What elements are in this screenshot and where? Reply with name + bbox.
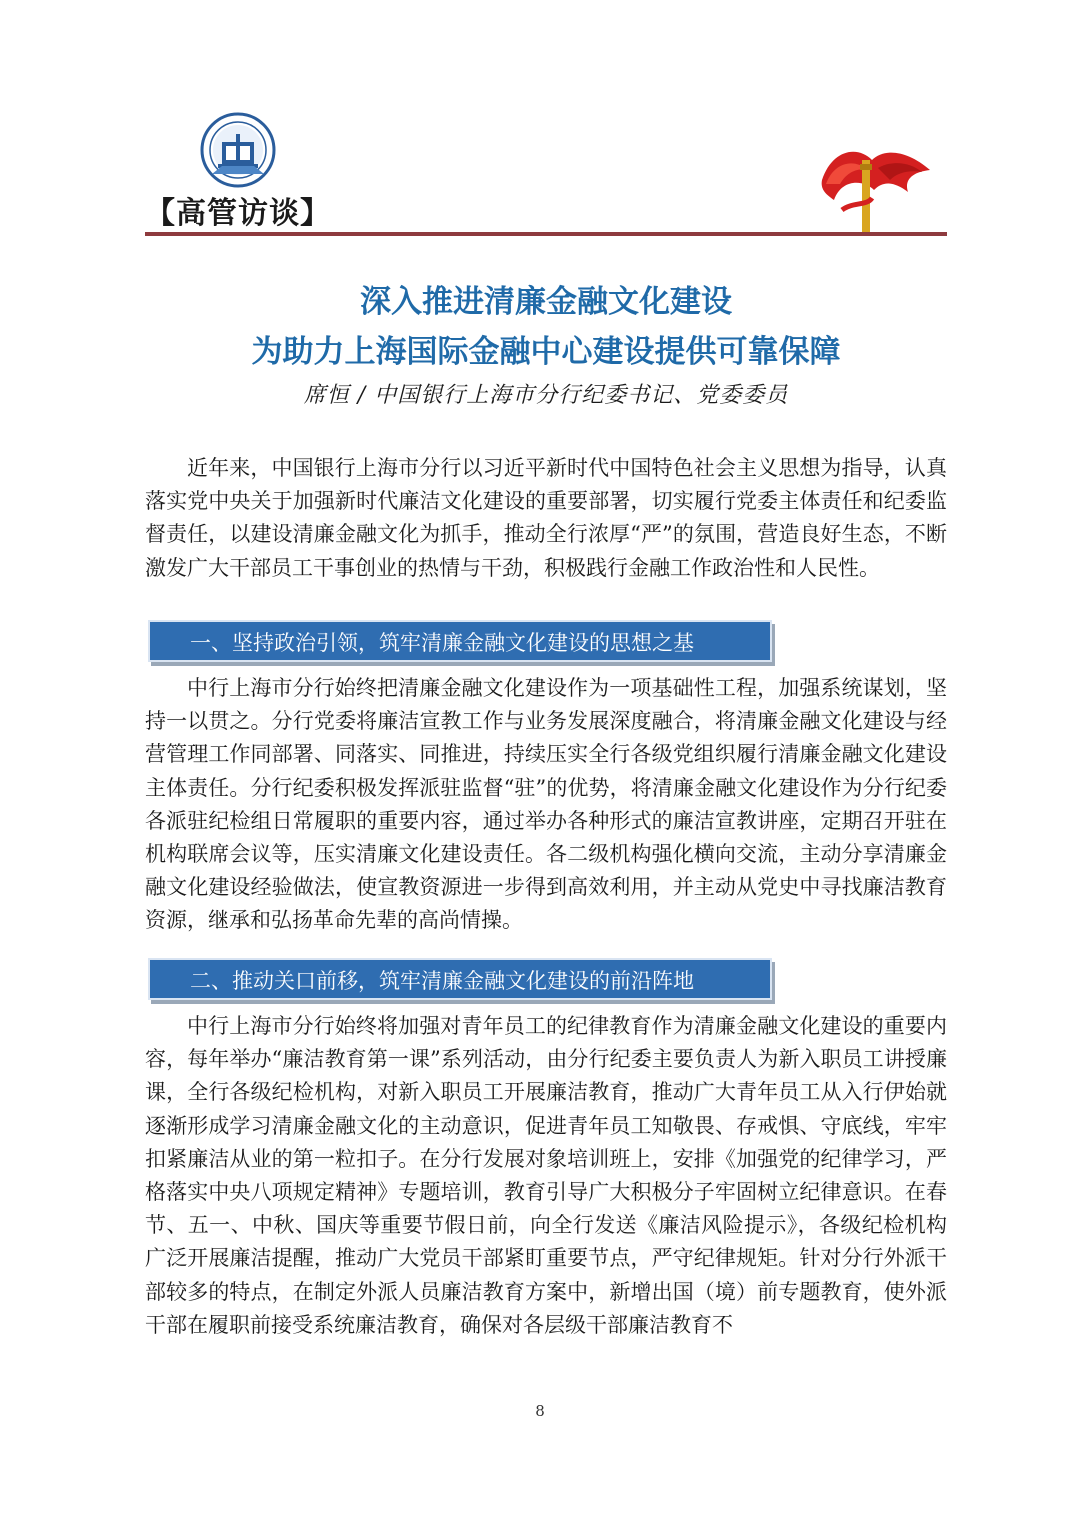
- red-flag-icon: [812, 140, 936, 232]
- section-heading-banner: [148, 620, 772, 662]
- article-title-line2: 为助力上海国际金融中心建设提供可靠保障: [251, 334, 841, 370]
- section-heading-banner: [148, 958, 772, 1000]
- bank-emblem-logo: [200, 112, 276, 188]
- article-title-line1: 深入推进清廉金融文化建设: [360, 284, 732, 320]
- body-paragraph: 近年来，中国银行上海市分行以习近平新时代中国特色社会主义思想为指导，认真落实党中央关于加强新时代廉洁文化建设的重要部署，切实履行党委主体责任和纪委监督责任，以建设清廉金融文化为抓手，推动全行浓厚“严”的氛围，营造良好生态，不断激发广大干部员工干事创业的热情与干劲，积极践行金融工作政治性和人民性。: [145, 456, 947, 580]
- header-divider: [145, 232, 947, 236]
- section-heading: 一、坚持政治引领，筑牢清廉金融文化建设的思想之基: [190, 631, 694, 655]
- section-heading: 二、推动关口前移，筑牢清廉金融文化建设的前沿阵地: [190, 969, 694, 993]
- section-tag: 【高管访谈】: [145, 196, 331, 231]
- body-paragraph: 中行上海市分行始终把清廉金融文化建设作为一项基础性工程，加强系统谋划，坚持一以贯之。分行党委将廉洁宣教工作与业务发展深度融合，将清廉金融文化建设与经营管理工作同部署、同落实、同推进，持续压实全行各级党组织履行清廉金融文化建设主体责任。分行纪委积极发挥派驻监督“驻”的优势，将清廉金融文化建设作为分行纪委各派驻纪检组日常履职的重要内容，通过举办各种形式的廉洁宣教讲座，定期召开驻在机构联席会议等，压实清廉文化建设责任。各二级机构强化横向交流，主动分享清廉金融文化建设经验做法，使宣教资源进一步得到高效利用，并主动从党史中寻找廉洁教育资源，继承和弘扬革命先辈的高尚情操。: [145, 676, 947, 933]
- page-number: 8: [535, 1402, 545, 1420]
- body-paragraph: 中行上海市分行始终将加强对青年员工的纪律教育作为清廉金融文化建设的重要内容，每年举办“廉洁教育第一课”系列活动，由分行纪委主要负责人为新入职员工讲授廉课，全行各级纪检机构，对新入职员工开展廉洁教育，推动广大青年员工从入行伊始就逐渐形成学习清廉金融文化的主动意识，促进青年员工知敬畏、存戒惧、守底线，牢牢扣紧廉洁从业的第一粒扣子。在分行发展对象培训班上，安排《加强党的纪律学习，严格落实中央八项规定精神》专题培训，教育引导广大积极分子牢固树立纪律意识。在春节、五一、中秋、国庆等重要节假日前，向全行发送《廉洁风险提示》，各级纪检机构广泛开展廉洁提醒，推动广大党员干部紧盯重要节点，严守纪律规矩。针对分行外派干部较多的特点，在制定外派人员廉洁教育方案中，新增出国（境）前专题教育，使外派干部在履职前接受系统廉洁教育，确保对各层级干部廉洁教育不: [145, 1014, 947, 1337]
- author-byline: 席恒 / 中国银行上海市分行纪委书记、党委委员: [303, 383, 789, 408]
